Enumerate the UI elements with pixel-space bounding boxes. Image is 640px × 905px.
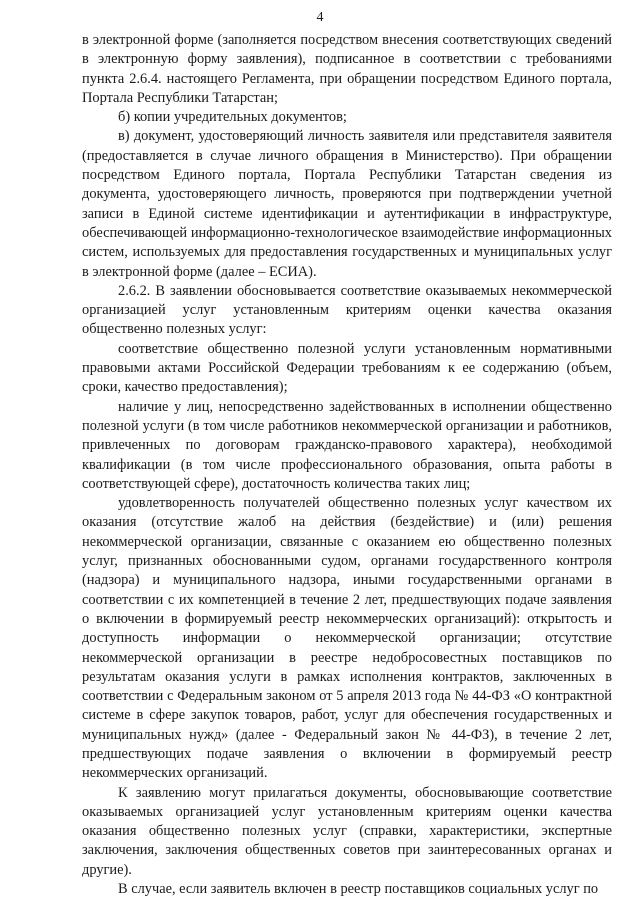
paragraph-item-b: б) копии учредительных документов; — [118, 109, 347, 126]
paragraph-2-6-2: 2.6.2. В заявлении обосновывается соответствие оказываемых некоммерческой организацией услуг установленным критериям оценки качества оказания общественно полезных услуг: — [82, 282, 612, 338]
paragraph-attachments: К заявлению могут прилагаться документы, обосновывающие соответствие оказываемых организацией услуг установленным критериям оценки качества оказания общественно полезных услуг (справки, характеристики, экспертные заключения, заключения общественных советов при заинтересованных органах и другие). — [82, 784, 612, 878]
paragraph-criterion-compliance: соответствие общественно полезной услуги установленным нормативными правовыми актами Российской Федерации требованиям к ее содержанию (объем, сроки, качество предоставления); — [82, 340, 612, 396]
paragraph-registry-case: В случае, если заявитель включен в реестр поставщиков социальных услуг по — [118, 881, 599, 898]
paragraph-electronic-form: в электронной форме (заполняется посредством внесения соответствующих сведений в электронную форму заявления), подписанное в соответствии с требованиями пункта 2.6.4. настоящего Регламента, при обращении посредством Единого портала, Портала Республики Татарстан; — [82, 32, 612, 106]
paragraph-criterion-satisfaction: удовлетворенность получателей общественно полезных услуг качеством их оказания (отсутствие жалоб на действия (бездействие) и (или) решения некоммерческой организации, связанные с оказанием ею общественно полезных услуг, признанных обоснованными судом, органами государственного контроля (надзора) и муниципального надзора, иными государственными органами в соответствии с их компетенцией в течение 2 лет, предшествующих подаче заявления о включении в формируемый реестр некоммерческих организаций): открытость и доступность информации о некоммерческой организации; отсутствие некоммерческой организации в реестре недобросовестных поставщиков по результатам оказания услуги в рамках исполнения контрактов, заключенных в соответствии с Федеральным законом от 5 апреля 2013 года № 44-ФЗ «О контрактной системе в сфере закупок товаров, работ, услуг для обеспечения государственных и муниципальных нужд» (далее - Федеральный закон № 44-ФЗ), в течение 2 лет, предшествующих подаче заявления о включении в формируемый реестр некоммерческих организаций. — [82, 495, 612, 782]
page-number: 4 — [316, 10, 324, 25]
paragraph-item-v: в) документ, удостоверяющий личность заявителя или представителя заявителя (предоставляется в случае личного обращения в Министерство). При обращении посредством Единого портала, Портала Республики Татарстан сведения из документа, удостоверяющего личность, проверяются при подтверждении учетной записи в Единой системе идентификации и аутентификации в инфраструктуре, обеспечивающей информационно-технологическое взаимодействие информационных систем, используемых для предоставления государственных и муниципальных услуг в электронной форме (далее – ЕСИА). — [82, 128, 612, 280]
document-body — [82, 31, 612, 899]
paragraph-criterion-qualification: наличие у лиц, непосредственно задействованных в исполнении общественно полезной услуги (в том числе работников некоммерческой организации и работников, привлеченных по договорам гражданско-правового характера), необходимой квалификации (в том числе профессионального образования, опыта работы в соответствующей сфере), достаточность количества таких лиц; — [82, 398, 612, 492]
